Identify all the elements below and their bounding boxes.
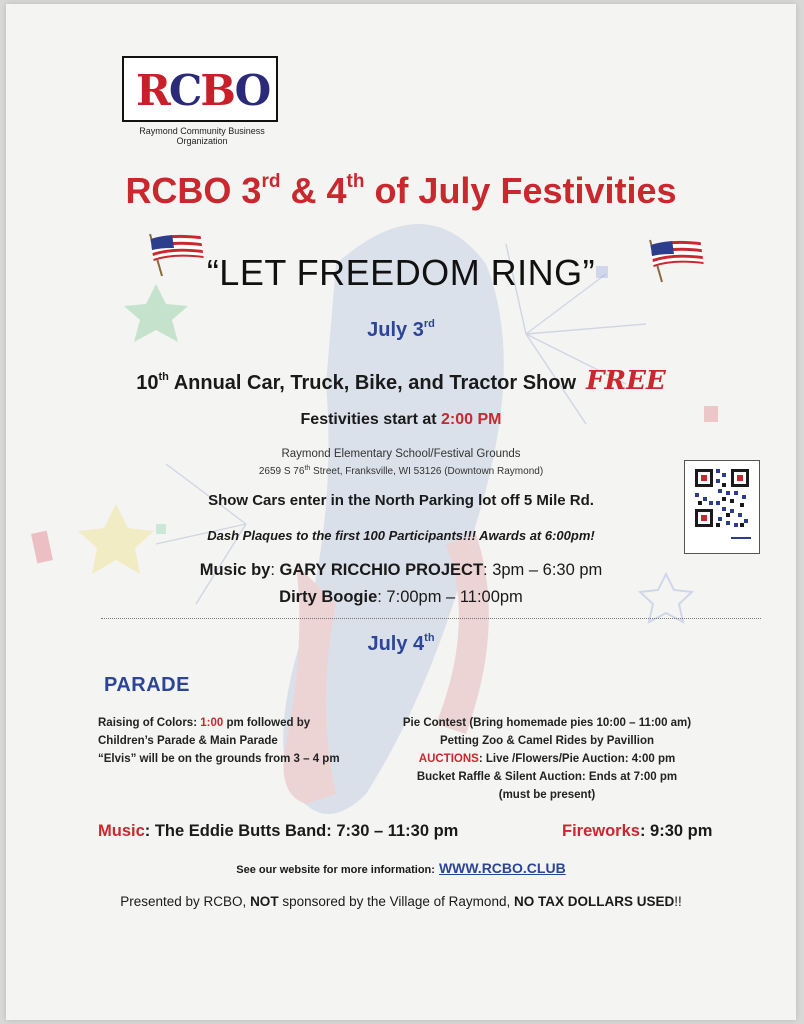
event-motto: “LET FREEDOM RING” [206, 252, 596, 293]
pie-contest: Pie Contest (Bring homemade pies 10:00 – 11:00 am) [402, 717, 692, 729]
free-badge: FREE [586, 366, 666, 396]
dash-plaques-note: Dash Plaques to the first 100 Participants!!! Awards at 6:00pm! [207, 528, 595, 543]
parade-line: Children’s Parade & Main Parade [98, 735, 278, 747]
fireworks-time: Fireworks: 9:30 pm [562, 822, 713, 840]
july-4-music: Music: The Eddie Butts Band: 7:30 – 11:30 pm [98, 822, 459, 840]
website-line: See our website for more information: WWW.RCBO.CLUB [236, 860, 566, 876]
must-be-present: (must be present) [498, 789, 596, 801]
music-line-2: Dirty Boogie: 7:00pm – 11:00pm [279, 588, 523, 606]
july-4-heading: July 4th [367, 632, 435, 655]
july-3-heading: July 3rd [367, 318, 435, 341]
activities-details [384, 714, 710, 804]
venue-address: 2659 S 76th Street, Franksville, WI 53126 (Downtown Raymond) [258, 465, 544, 477]
auctions-line: AUCTIONS: Live /Flowers/Pie Auction: 4:00 pm [418, 753, 676, 765]
qr-code-icon [685, 461, 759, 553]
section-divider [101, 618, 761, 619]
rcbo-logo [122, 56, 278, 122]
parade-heading: PARADE [104, 674, 190, 696]
website-link[interactable]: WWW.RCBO.CLUB [438, 860, 566, 876]
rcbo-logo-wordmark: RCBO [136, 66, 270, 115]
venue-name: Raymond Elementary School/Festival Grounds [281, 448, 521, 460]
show-car-entry: Show Cars enter in the North Parking lot off 5 Mile Rd. [208, 492, 594, 509]
petting-zoo: Petting Zoo & Camel Rides by Pavillion [439, 735, 655, 747]
flyer-page [6, 4, 796, 1020]
logo-subtitle: Raymond Community Business Organization [139, 126, 265, 146]
raising-of-colors: Raising of Colors: 1:00 pm followed by [98, 717, 311, 729]
car-show-line: 10th Annual Car, Truck, Bike, and Tractor Show FREE [136, 366, 666, 396]
presented-by: Presented by RCBO, NOT sponsored by the Village of Raymond, NO TAX DOLLARS USED!! [120, 894, 682, 909]
event-title: RCBO 3rd & 4th of July Festivities [125, 170, 677, 211]
parade-details [98, 714, 340, 768]
festivities-start: Festivities start at 2:00 PM [300, 411, 502, 428]
bucket-raffle: Bucket Raffle & Silent Auction: Ends at 7:00 pm [416, 771, 678, 783]
music-line-1: Music by: GARY RICCHIO PROJECT: 3pm – 6:30 pm [199, 561, 603, 579]
qr-code[interactable] [684, 460, 760, 554]
elvis-line: “Elvis” will be on the grounds from 3 – 4 pm [98, 753, 340, 765]
